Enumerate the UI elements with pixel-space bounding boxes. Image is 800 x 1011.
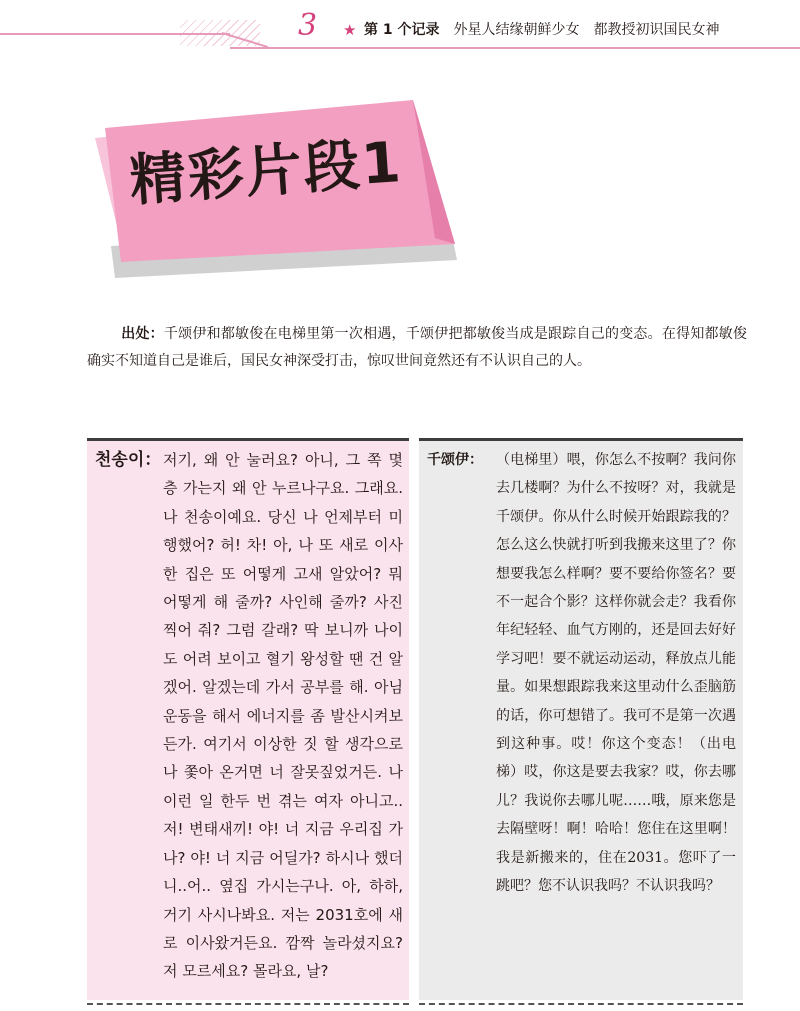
source-paragraph: [87, 321, 747, 375]
chinese-column-top-rule: [419, 438, 743, 441]
header-rule-right: [230, 47, 800, 49]
header-rule-left: [0, 33, 230, 35]
korean-dialogue: 저기, 왜 안 눌러요? 아니, 그 쪽 몇 층 가는지 왜 안 누르나구요. 그래요. 나 천송이예요. 당신 나 언제부터 미행했어? 허! 차! 아, 나 또 새로 이사한 집은 또 어떻게 고새 알았어? 뭐 어떻게 해 줄까? 사인해 줄까? 사진 찍어 줘? 그럼 갈래? 딱 보니까 나이도 어려 보이고 혈기 왕성할 땐 건 알겠어. 알겠는데 가서 공부를 해. 아님 운동을 해서 에너지를 좀 발산시켜보든가. 여기서 이상한 짓 할 생각으로 나 쫓아 온거면 너 잘못짚었거든. 나 이런 일 한두 번 겪는 여자 아니고.. 저! 변태새끼! 야! 너 지금 우리집 가나? 야! 너 지금 어딜가? 하시나 했더니..어.. 옆집 가시는구나. 아, 하하, 거기 사시나봐요. 저는 2031호에 새로 이사왔거든요. 깜짝 놀라셨지요? 저 모르세요? 몰라요, 날?: [163, 451, 403, 981]
chinese-column-bottom-rule: [419, 1003, 743, 1005]
chinese-speaker: 千颂伊：: [427, 452, 483, 468]
page-number: 3: [298, 8, 318, 43]
korean-speaker: 천송이：: [95, 450, 162, 470]
korean-column-top-rule: [87, 438, 409, 441]
running-header: [364, 21, 720, 39]
star-icon: ★: [343, 21, 357, 39]
section-title: 精彩片段1: [127, 130, 405, 214]
source-text: 千颂伊和都敏俊在电梯里第一次相遇，千颂伊把都敏俊当成是跟踪自己的变态。在得知都敏俊确实不知道自己是谁后，国民女神深受打击，惊叹世间竟然还有不认识自己的人。: [87, 326, 748, 369]
chinese-dialogue: （电梯里）喂，你怎么不按啊？我问你去几楼啊？为什么不按呀？对，我就是千颂伊。你从什么时候开始跟踪我的？怎么这么快就打听到我搬来这里了？你想要我怎么样啊？要不要给你签名？要不一起合个影？这样你就会走？我看你年纪轻轻、血气方刚的，还是回去好好学习吧！要不就运动运动，释放点儿能量。如果想跟踪我来这里动什么歪脑筋的话，你可想错了。我可不是第一次遇到这种事。哎！你这个变态！（出电梯）哎，你这是要去我家？哎，你去哪儿？我说你去哪儿呢……哦，原来您是去隔壁呀！啊！哈哈！您住在这里啊！我是新搬来的，住在2031。您吓了一跳吧？您不认识我吗？不认识我吗？: [496, 452, 736, 895]
chapter-subtitle: 外星人结缘朝鲜少女 都教授初识国民女神: [453, 22, 720, 38]
source-label: 出处：: [121, 326, 164, 342]
korean-column-bottom-rule: [87, 1003, 409, 1005]
chapter-record: 第 1 个记录: [364, 22, 440, 38]
